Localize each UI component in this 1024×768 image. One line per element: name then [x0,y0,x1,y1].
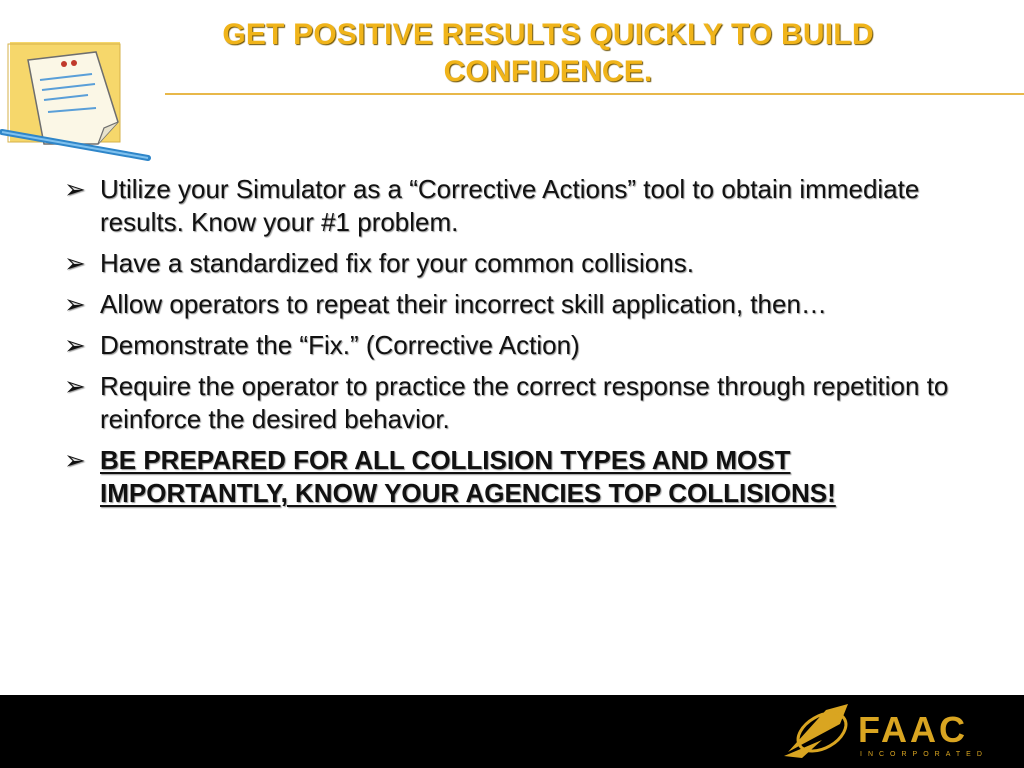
bullet-item [64,329,964,362]
bullet-item [64,247,964,280]
bullet-list [64,173,964,518]
bullet-item [64,173,964,239]
faac-logo-icon [782,700,1012,762]
bullet-item [64,288,964,321]
bullet-text: BE PREPARED FOR ALL COLLISION TYPES AND MOST IMPORTANTLY, KNOW YOUR AGENCIES TOP COLLISIONS! [100,445,836,508]
bullet-text: Allow operators to repeat their incorrect skill application, then… [100,289,827,319]
bullet-arrow-icon: ➢ [64,330,86,360]
logo-wordmark: FAAC [858,709,968,750]
title-divider [165,93,1024,95]
bullet-arrow-icon: ➢ [64,289,86,319]
bullet-arrow-icon: ➢ [64,248,86,278]
bullet-text: Demonstrate the “Fix.” (Corrective Action) [100,330,580,360]
slide-title: GET POSITIVE RESULTS QUICKLY TO BUILD CONFIDENCE. [222,18,874,88]
bullet-text: Utilize your Simulator as a “Corrective Actions” tool to obtain immediate results. Know your #1 problem. [100,174,920,237]
logo-subtext: INCORPORATED [860,751,988,758]
bullet-arrow-icon: ➢ [64,371,86,401]
bullet-arrow-icon: ➢ [64,445,86,475]
bullet-item-emphasis [64,444,964,510]
bullet-text: Require the operator to practice the correct response through repetition to reinforce the desired behavior. [100,371,949,434]
notepad-pencil-icon [0,40,160,165]
bullet-text: Have a standardized fix for your common collisions. [100,248,694,278]
bullet-item [64,370,964,436]
bullet-arrow-icon: ➢ [64,174,86,204]
